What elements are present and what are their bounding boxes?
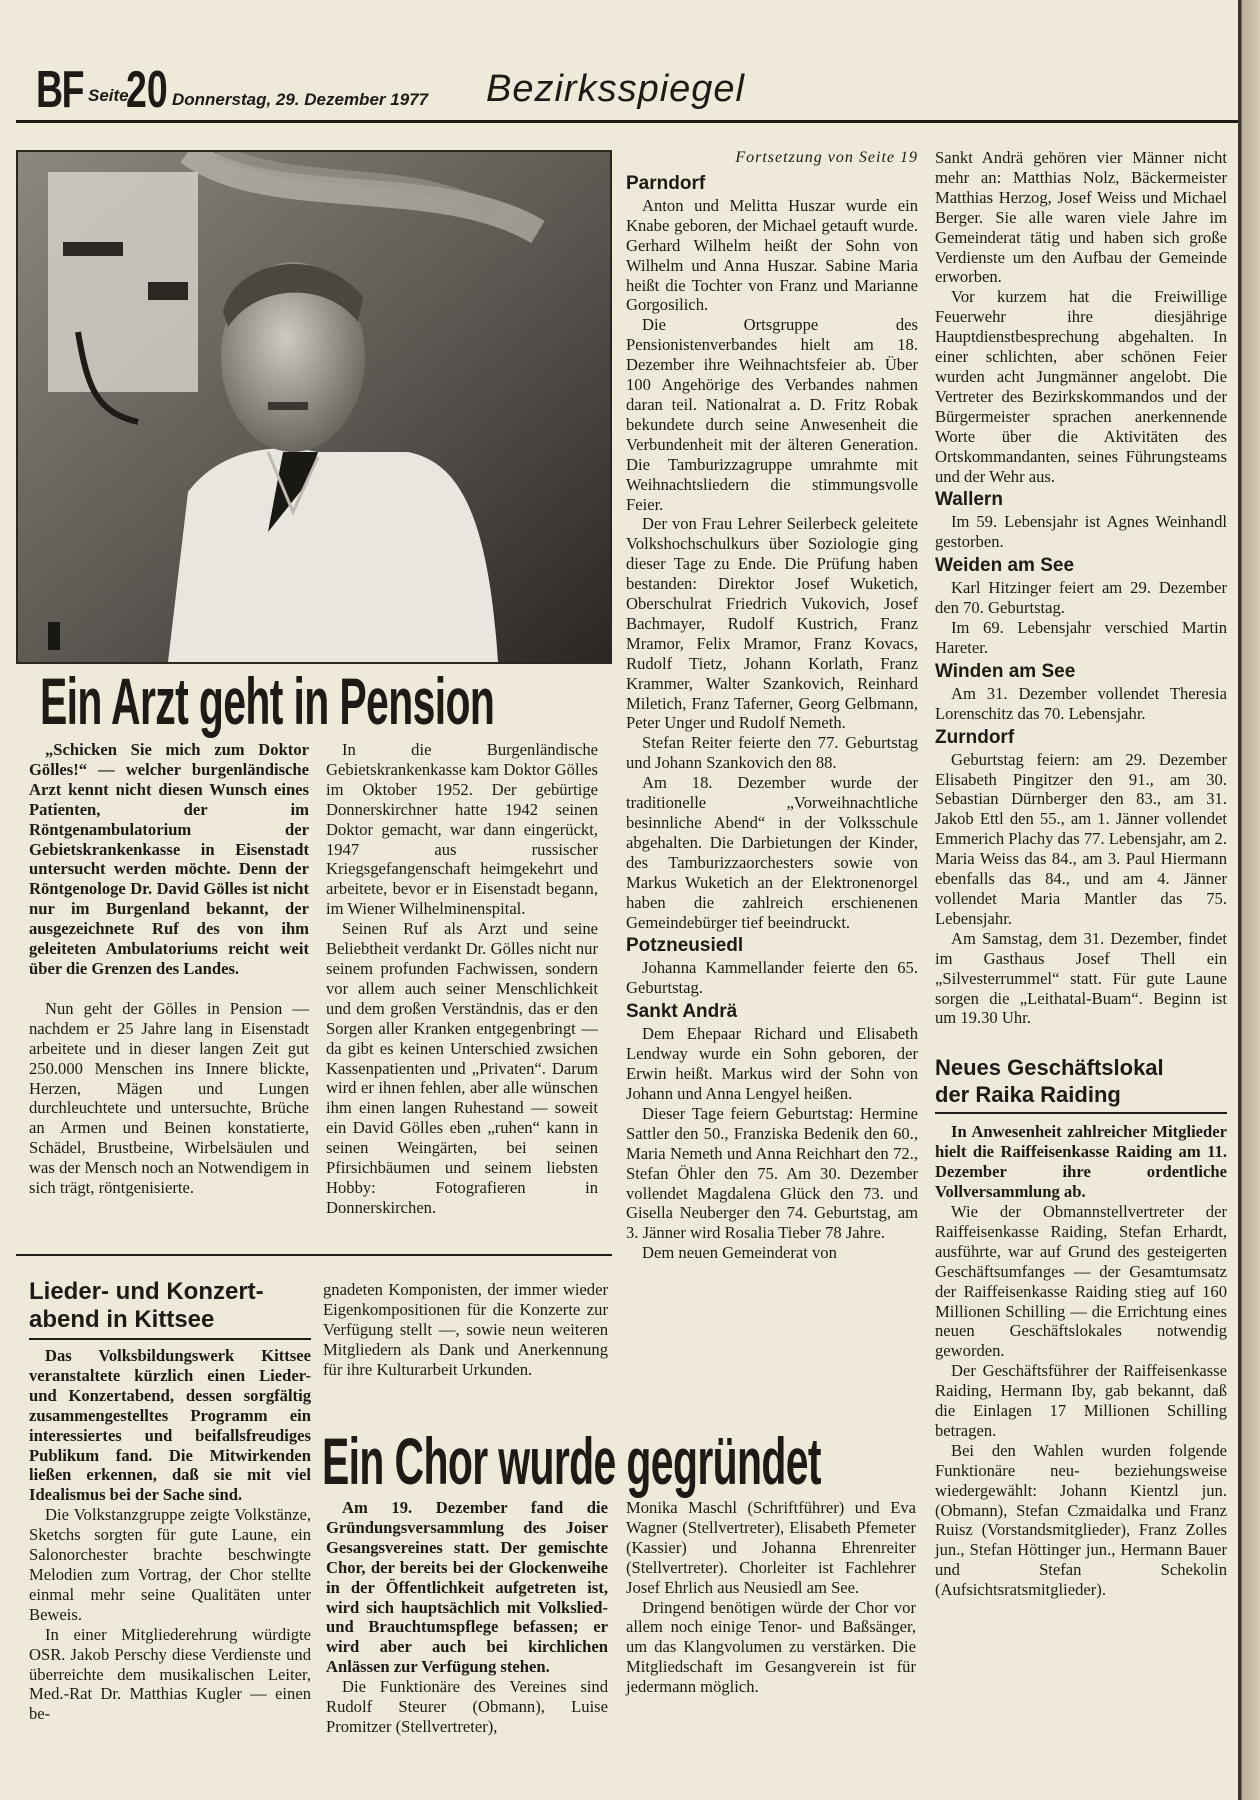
issue-date: Donnerstag, 29. Dezember 1977 bbox=[172, 90, 429, 109]
page-label: Seite bbox=[88, 86, 129, 105]
town-heading-potzneusiedl: Potzneusiedl bbox=[626, 935, 744, 957]
news-paragraph: Der von Frau Lehrer Seilerbeck geleitete Volkshochschulkurs über Soziologie ging dieser Tage zu Ende. Die Prüfung haben bestanden: Direktor Josef Wuketich, Oberschulrat Friedrich Vukovich, Josef Bachmayer, Rudolf Kustrich, Franz Mramor, Felix Mramor, Franz Kovacs, Rudolf Tietz, Johann Korlath, Franz Krammer, Walter Szankovich, Reinhard Miletich, Franz Taferner, Georg Gelbmann, Peter Unger und Rudolf Nemeth. bbox=[626, 514, 918, 733]
raika-paragraph: Bei den Wahlen wurden folgende Funktionäre neu- beziehungsweise wiedergewählt: Johann Kientzl jun. (Obmann), Stefan Czmaidalka und Franz Ruisz (Vorstandsmitglieder), Franz Zolles jun., Stefan Höttinger jun., Hermann Bauer und Stefan Schekolin (Aufsichtsratsmitglieder). bbox=[935, 1440, 1227, 1600]
masthead bbox=[36, 62, 1236, 120]
section-title: Bezirksspiegel bbox=[486, 68, 745, 110]
news-paragraph: Dieser Tage feiern Geburtstag: Hermine Sattler den 50., Franziska Bedenik den 60., Maria Nemeth und Anna Reichhart den 72., Stefan Öhler den 75. Am 30. Dezember vollendet Magdalena Glück den 73. und Gisella Neuberger den 74. Geburtstag, am 3. Jänner wird Rosalia Tieber 78 Jahre. bbox=[626, 1103, 918, 1243]
news-paragraph: Dem Ehepaar Richard und Elisabeth Lendway wurde ein Sohn geboren, der Erwin heißt. Markus wird der Sohn von Johann und Anna Lengyel heißen. bbox=[626, 1024, 918, 1103]
news-paragraph: Am 31. Dezember vollendet Theresia Lorenschitz das 70. Lebensjahr. bbox=[935, 683, 1227, 723]
headline-arzt: Ein Arzt geht in Pension bbox=[40, 664, 495, 738]
arzt-paragraph: Nun geht der Gölles in Pension — nachdem er 25 Jahre lang in Eisenstadt arbeitete und in dieser langen Zeit gut 250.000 Menschen ins Innere blickte, Herzen, Mägen und Lungen durchleuchtete und untersuchte, Brüche an Armen und Beinen konstatierte, Schädel, Brustbeine, Wirbelsäulen und was der Mensch noch an Notwendigem in sich trägt, röntgenisierte. bbox=[29, 998, 309, 1198]
town-heading-weiden: Weiden am See bbox=[935, 555, 1075, 577]
town-heading-wallern: Wallern bbox=[935, 489, 1003, 511]
town-heading-zurndorf: Zurndorf bbox=[935, 726, 1015, 748]
raika-paragraph: Wie der Obmannstellvertreter der Raiffeisenkasse Raiding, Stefan Erhardt, ausführte, war auf Grund des gesteigerten Geschäftsumfanges — der Gesamtumsatz der Raiffeisenkasse Raiding stieg auf 160 Millionen Schilling — die Errichtung eines neuen Geschäftslokales notwendig geworden. bbox=[935, 1201, 1227, 1361]
raika-heading-line: Neues Geschäftslokal bbox=[935, 1055, 1164, 1081]
news-paragraph: Sankt Andrä gehören vier Männer nicht mehr an: Matthias Nolz, Bäckermeister Matthias Herzog, Josef Weiss und Michael Berger. Sie alle waren viele Jahre im Gemeinderat tätig und haben sich große Verdienste um den Aufbau der Gemeinde erworben. bbox=[935, 148, 1227, 287]
chor-lead: Am 19. Dezember fand die Gründungsversammlung des Joiser Gesangsvereines statt. Der gemischte Chor, der bereits bei der Glockenweihe in der Öffentlichkeit aufgetreten ist, wird sich hauptsächlich mit Volkslied- und Brauchtumspflege befassen; er wird aber auch bei kirchlichen Anlässen zur Verfügung stehen. bbox=[326, 1498, 608, 1677]
kittsee-paragraph: gnadeten Komponisten, der immer wieder Eigenkompositionen für die Konzerte zur Verfügung stellt —, sowie neun weiteren Mitgliedern als Dank und Anerkennung für ihre Kulturarbeit Urkunden. bbox=[323, 1280, 608, 1379]
kittsee-paragraph: In einer Mitgliederehrung würdigte OSR. Jakob Perschy diese Verdienste und überreichte dem musikalischen Leiter, Med.-Rat Dr. Matthias Kugler — einen be- bbox=[29, 1624, 311, 1724]
town-heading-winden: Winden am See bbox=[935, 660, 1076, 682]
headline-chor: Ein Chor wurde gegründet bbox=[322, 1424, 821, 1498]
raika-rule bbox=[935, 1112, 1227, 1114]
arzt-bottom-rule bbox=[16, 1254, 612, 1256]
news-paragraph: Die Ortsgruppe des Pensionistenverbandes hielt am 18. Dezember ihre Weihnachtsfeier ab. Über 100 Angehörige des Verbandes nahmen daran teil. Nationalrat a. D. Fritz Robak bekundete durch seine Anwesenheit die Verbundenheit mit der älteren Generation. Die Tamburizzagruppe umrahmte mit Weihnachtsliedern die stimmungsvolle Feier. bbox=[626, 315, 918, 514]
page-edge bbox=[1238, 0, 1260, 1800]
news-paragraph: Am 18. Dezember wurde der traditionelle „Vorweihnachtliche besinnliche Abend“ in der Volksschule abgehalten. Die Darbietungen der Kinder, des Tamburizzaorchesters sowie von Markus Wuketich an der Elektronenorgel haben die zahlreich erschienenen Gemeindebürger tief beeindruckt. bbox=[626, 773, 918, 932]
raika-paragraph: Der Geschäftsführer der Raiffeisenkasse Raiding, Hermann Iby, gab bekannt, daß die Einlagen 17 Millionen Schilling betragen. bbox=[935, 1361, 1227, 1440]
news-paragraph: Im 69. Lebensjahr verschied Martin Hareter. bbox=[935, 618, 1227, 657]
kittsee-column-2 bbox=[323, 1280, 608, 1380]
news-paragraph: Karl Hitzinger feiert am 29. Dezember den 70. Geburtstag. bbox=[935, 578, 1227, 618]
continued-note: Fortsetzung von Seite 19 bbox=[735, 149, 918, 166]
kittsee-lead: Das Volksbildungswerk Kittsee veranstaltete kürzlich einen Lieder- und Konzertabend, dessen sorgfältig zusammengestelltes Programm ein interessiertes und beifallsfreudiges Publikum fand. Die Mitwirkenden ließen erkennen, daß sie mit viel Idealismus bei der Sache sind. bbox=[29, 1346, 311, 1505]
kittsee-rule bbox=[29, 1338, 311, 1340]
kittsee-column-1 bbox=[29, 1346, 311, 1724]
chor-paragraph: Die Funktionäre des Vereines sind Rudolf Steurer (Obmann), Luise Promitzer (Stellvertreter), bbox=[326, 1677, 608, 1736]
arzt-column-1 bbox=[29, 740, 309, 1198]
chor-paragraph: Monika Maschl (Schriftführer) und Eva Wagner (Stellvertreter), Elisabeth Pfemeter (Kassier) und Johanna Ehrenreiter (Stellvertreter). Chorleiter ist Fachlehrer Josef Ehrlich aus Neusiedl am See. bbox=[626, 1498, 916, 1597]
page-number: 20 bbox=[126, 61, 168, 119]
news-paragraph: Vor kurzem hat die Freiwillige Feuerwehr ihre diesjährige Hauptdienstbesprechung abgehalten. In einer schlichten, aber schönen Feier wurden acht Jungmänner angelobt. Die Vertreter des Bezirkskommandos und der Bürgermeister sprachen anerkennende Worte über die Aktivitäten des Ortskommandanten, seines Führungsteams und der Wehr aus. bbox=[935, 287, 1227, 486]
news-paragraph: Johanna Kammellander feierte den 65. Geburtstag. bbox=[626, 958, 918, 998]
masthead-rule bbox=[16, 120, 1238, 123]
arzt-paragraph: In die Burgenländische Gebietskrankenkasse kam Doktor Gölles im Oktober 1952. Der gebürtige Donnerskirchner hatte 1942 seinen Doktor gemacht, war dann eingerückt, 1947 aus russischer Kriegsgefangenschaft heimgekehrt und arbeitete, bevor er in Eisenstadt begann, im Wiener Wilhelminenspital. bbox=[326, 740, 598, 919]
kittsee-heading bbox=[29, 1278, 311, 1334]
chor-column-2 bbox=[626, 1498, 916, 1697]
town-heading-parndorf: Parndorf bbox=[626, 172, 706, 194]
raika-heading-line: der Raika Raiding bbox=[935, 1082, 1121, 1108]
news-paragraph: Stefan Reiter feierte den 77. Geburtstag und Johann Szankovich den 88. bbox=[626, 733, 918, 773]
news-paragraph: Geburtstag feiern: am 29. Dezember Elisabeth Pingitzer den 91., am 30. Sebastian Dürnberger den 83., am 31. Jakob Ettl den 55., am 1. Jänner vollendet Emmerich Plachy das 77. Lebensjahr, am 2. Maria Weiss das 84., am 3. Paul Hiermann ebenfalls das 84., und am 4. Jänner vollendet Maria Mantler das 75. Lebensjahr. bbox=[935, 749, 1227, 928]
arzt-lead: „Schicken Sie mich zum Doktor Gölles!“ — welcher burgenländische Arzt kennt nicht diesen Wunsch eines Patienten, der im Röntgenambulatorium der Gebietskrankenkasse in Eisenstadt untersucht werden möchte. Denn der Röntgenologe Dr. David Gölles ist nicht nur im Burgenland bekannt, der ausgezeichnete Ruf des von ihm geleiteten Ambulatoriums reicht weit über die Grenzen des Landes. bbox=[29, 740, 309, 978]
kittsee-heading-line: Lieder- und Konzert- bbox=[29, 1278, 264, 1305]
arzt-column-2 bbox=[326, 740, 598, 1218]
raika-heading bbox=[935, 1054, 1227, 1108]
newspaper-logo: BF bbox=[36, 61, 84, 119]
news-paragraph: Am Samstag, dem 31. Dezember, findet im Gasthaus Josef Thell ein „Silvesterrummel“ statt. Für gute Laune sorgen die „Leithatal-Buam“. Beginn ist um 19.30 Uhr. bbox=[935, 928, 1227, 1028]
arzt-paragraph: Seinen Ruf als Arzt und seine Beliebtheit verdankt Dr. Gölles nicht nur seinem profunden Fachwissen, sondern vor allem auch seiner Menschlichkeit und dem großen Verständnis, das er den Sorgen aller Kranken entgegenbringt — da gibt es keinen Unterschied zwsichen Kassenpatienten und „Privaten“. Darum wird er ihnen fehlen, aber alle wünschen ihm einen langen Ruhestand — soweit ein David Gölles eben „ruhen“ kann in seinen Weingärten, bei seinen Pfirsichbäumen und seinem liebsten Hobby: Fotografieren in Donnerskirchen. bbox=[326, 919, 598, 1217]
news-paragraph: Dem neuen Gemeinderat von bbox=[642, 1243, 837, 1263]
photo-image bbox=[18, 152, 610, 662]
news-paragraph: Im 59. Lebensjahr ist Agnes Weinhandl gestorben. bbox=[935, 512, 1227, 552]
chor-paragraph: Dringend benötigen würde der Chor vor allem noch einige Tenor- und Baßsänger, um das Klangvolumen zu verstärken. Die Mitgliedschaft im Gesangverein ist für jedermann möglich. bbox=[626, 1597, 916, 1697]
bezirk-column-middle bbox=[626, 148, 918, 1263]
chor-column-1 bbox=[326, 1498, 608, 1737]
raika-lead: In Anwesenheit zahlreicher Mitglieder hielt die Raiffeisenkasse Raiding am 11. Dezember ihre ordentliche Vollversammlung ab. bbox=[935, 1122, 1227, 1202]
kittsee-paragraph: Die Volkstanzgruppe zeigte Volkstänze, Sketchs sorgten für gute Laune, ein Salonorchester brachte beschwingte Melodien zum Vortrag, der Chor stellte einmal mehr seine Qualitäten unter Beweis. bbox=[29, 1505, 311, 1624]
news-paragraph: Anton und Melitta Huszar wurde ein Knabe geboren, der Michael getauft wurde. Gerhard Wilhelm heißt der Sohn von Wilhelm und Anna Huszar. Sabine Maria heißt die Tochter von Franz und Marianne Gorgosilich. bbox=[626, 195, 918, 315]
bezirk-column-right bbox=[935, 148, 1227, 1600]
doctor-photo bbox=[16, 150, 612, 664]
kittsee-heading-line: abend in Kittsee bbox=[29, 1306, 215, 1333]
town-heading-sankt-andrae: Sankt Andrä bbox=[626, 1001, 738, 1023]
